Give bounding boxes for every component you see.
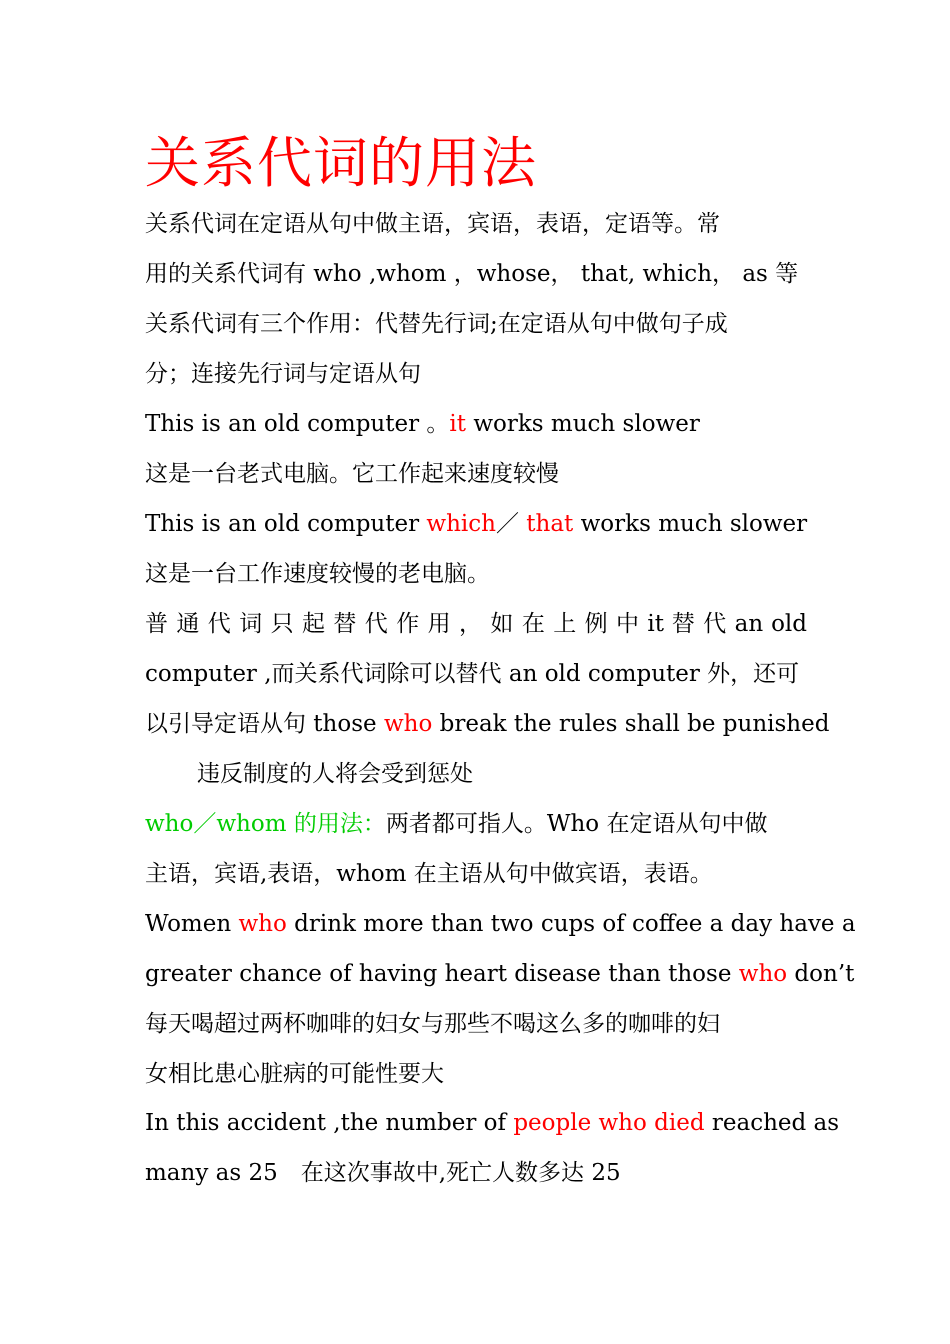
section-label: who／whom 的用法： [145, 811, 386, 837]
example-sentence-4-cont: many as 25 在这次事故中,死亡人数多达 25 [145, 1160, 621, 1186]
paragraph-line-9: 普 通 代 词 只 起 替 代 作 用 ， 如 在 上 例 中 it 替 代 an old [145, 611, 807, 637]
paragraph-line-2: 用的关系代词有 who ,whom ，whose， that, which， as 等 [145, 261, 799, 287]
example-text: works much slower [573, 511, 808, 537]
paragraph-line-4: 分；连接先行词与定语从句 [145, 361, 421, 387]
example-text: works much slower [466, 411, 700, 437]
example-text: 以引导定语从句 those [145, 711, 384, 737]
highlight-pronoun: it [449, 411, 467, 437]
section-text: 两者都可指人。Who 在定语从句中做 [385, 811, 768, 837]
highlight-pronoun: that [526, 511, 574, 537]
example-text: This is an old computer [145, 511, 427, 537]
example-text: don’t [787, 961, 855, 987]
translation-3: 违反制度的人将会受到惩处 [197, 761, 473, 787]
paragraph-line-11 [145, 709, 830, 739]
paragraph-line-1: 关系代词在定语从句中做主语，宾语，表语，定语等。常 [145, 211, 720, 237]
highlight-pronoun: who [383, 711, 433, 737]
example-text: This is an old computer 。 [145, 411, 450, 437]
paragraph-line-14: 主语，宾语,表语，whom 在主语从句中做宾语，表语。 [145, 861, 713, 887]
paragraph-line-3: 关系代词有三个作用：代替先行词;在定语从句中做句子成 [145, 311, 728, 337]
translation-4-cont: 女相比患心脏病的可能性要大 [145, 1061, 444, 1087]
example-text: In this accident ,the number of [145, 1110, 514, 1136]
highlight-pronoun: who [238, 911, 287, 937]
translation-4: 每天喝超过两杯咖啡的妇女与那些不喝这么多的咖啡的妇 [145, 1011, 720, 1037]
example-sentence-1 [145, 409, 807, 439]
paragraph-line-10: computer ,而关系代词除可以替代 an old computer 外，还可 [145, 661, 800, 687]
highlight-pronoun: who [738, 961, 788, 987]
example-text: greater chance of having heart disease than those [145, 961, 739, 987]
translation-2: 这是一台工作速度较慢的老电脑。 [145, 561, 490, 587]
example-sentence-3-cont [145, 959, 855, 989]
highlight-phrase: people who died [513, 1110, 705, 1136]
example-sentence-2 [145, 509, 807, 539]
example-text: break the rules shall be punished [432, 711, 830, 737]
translation-1: 这是一台老式电脑。它工作起来速度较慢 [145, 461, 559, 487]
example-text: reached as [704, 1110, 840, 1136]
example-sentence-3 [145, 909, 856, 939]
slash-separator: ／ [495, 511, 527, 537]
page-title: 关系代词的用法 [145, 131, 538, 195]
example-text: Women [145, 911, 239, 937]
example-sentence-4 [145, 1108, 840, 1138]
highlight-pronoun: which [426, 511, 496, 537]
example-text: drink more than two cups of coffee a day have a [286, 911, 856, 937]
section-heading-who-whom [145, 809, 807, 839]
